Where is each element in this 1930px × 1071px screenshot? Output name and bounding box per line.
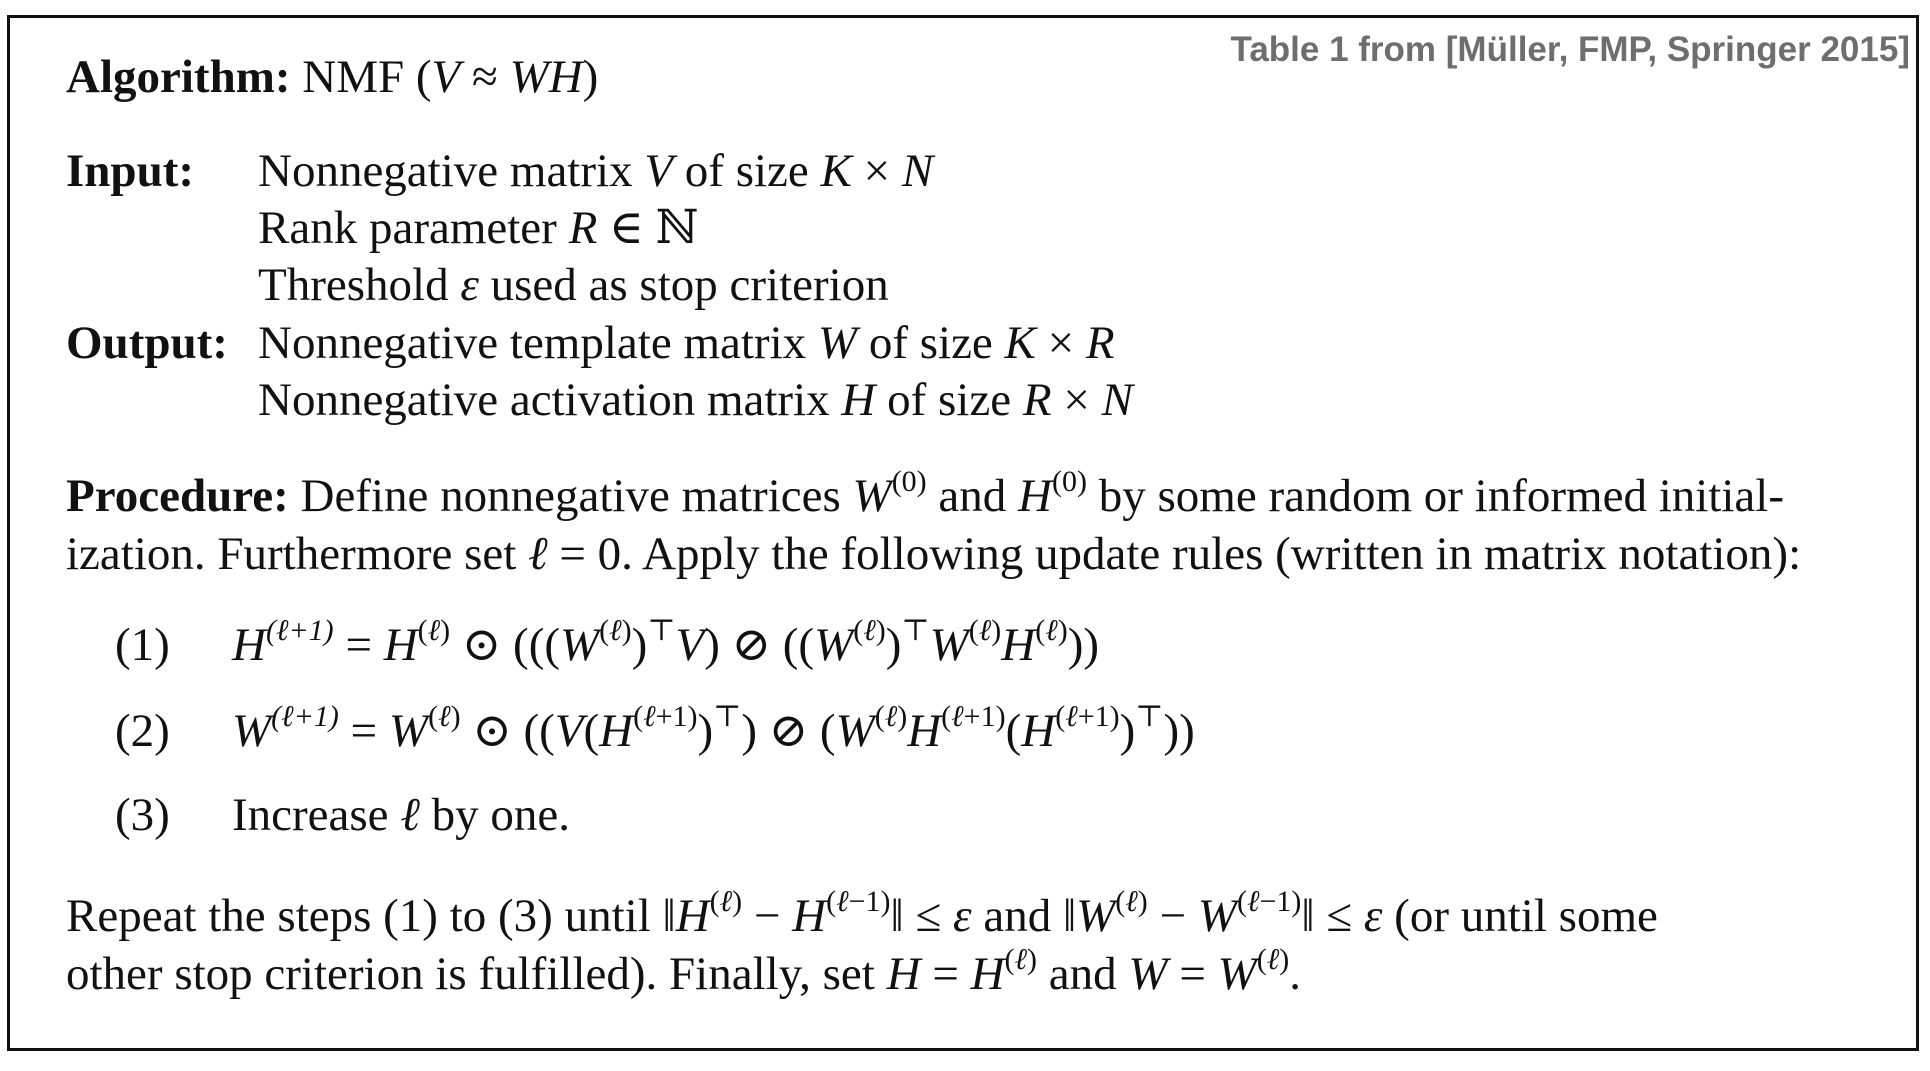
step-2-number: (2) [115,705,170,757]
step-1-number: (1) [115,619,170,671]
step-3-text: Increase ℓ by one. [232,789,570,841]
repeat-line-2: other stop criterion is fulfilled). Finally, set $H = H^{(\ell)}$ and $W = W^{(\ell)}$. [66,943,1301,1000]
output-line-2: Nonnegative activation matrix H of size R × N [258,374,1133,426]
output-line-1: Nonnegative template matrix W of size K × R [258,317,1115,369]
output-label: Output: [66,317,228,369]
algorithm-label: Algorithm: [66,51,291,103]
procedure-label: Procedure: [66,470,289,522]
input-label: Input: [66,145,195,197]
step-2-formula: $W^{(\ell+1)} = W^{(\ell)}$ ⊙ ($(V(H^{(\ell+1)})^⊤)$ ⊘ $(W^{(\ell)}H^{(\ell+1)}(H^{(\ell+1)})^⊤)$) [232,700,1195,757]
procedure-line-2: ization. Furthermore set ℓ = 0. Apply the following update rules (written in matrix notation): [66,528,1802,580]
step-1-formula: $H^{(\ell+1)} = H^{(\ell)}$ ⊙ ($((W^{(\ell)})^⊤V)$ ⊘ $((W^{(\ell)})^⊤W^{(\ell)}H^{(\ell)})$) [232,614,1100,671]
input-line-2: Rank parameter R ∈ ℕ [258,202,699,254]
input-line-1: Nonnegative matrix V of size K × N [258,145,934,197]
step-3-number: (3) [115,789,170,841]
repeat-line-1: Repeat the steps (1) to (3) until $‖H^{(\ell)}$ − $H^{(\ell-1)}‖ \le \varepsilon$ and $‖W^{(\ell)}$ − $W^{(\ell-1)}‖ \le \varepsilon$ (or until some [66,885,1658,942]
procedure-line-1: Procedure: Define nonnegative matrices $W^{(0)}$ and $H^{(0)}$ by some random or informed initial- [66,465,1784,522]
algorithm-title [66,51,599,103]
source-note: Table 1 from [Müller, FMP, Springer 2015] [1230,30,1910,69]
algorithm-name: NMF [302,51,405,103]
input-line-3: Threshold ε used as stop criterion [258,259,889,311]
title-formula: (V ≈ WH) [415,51,599,103]
